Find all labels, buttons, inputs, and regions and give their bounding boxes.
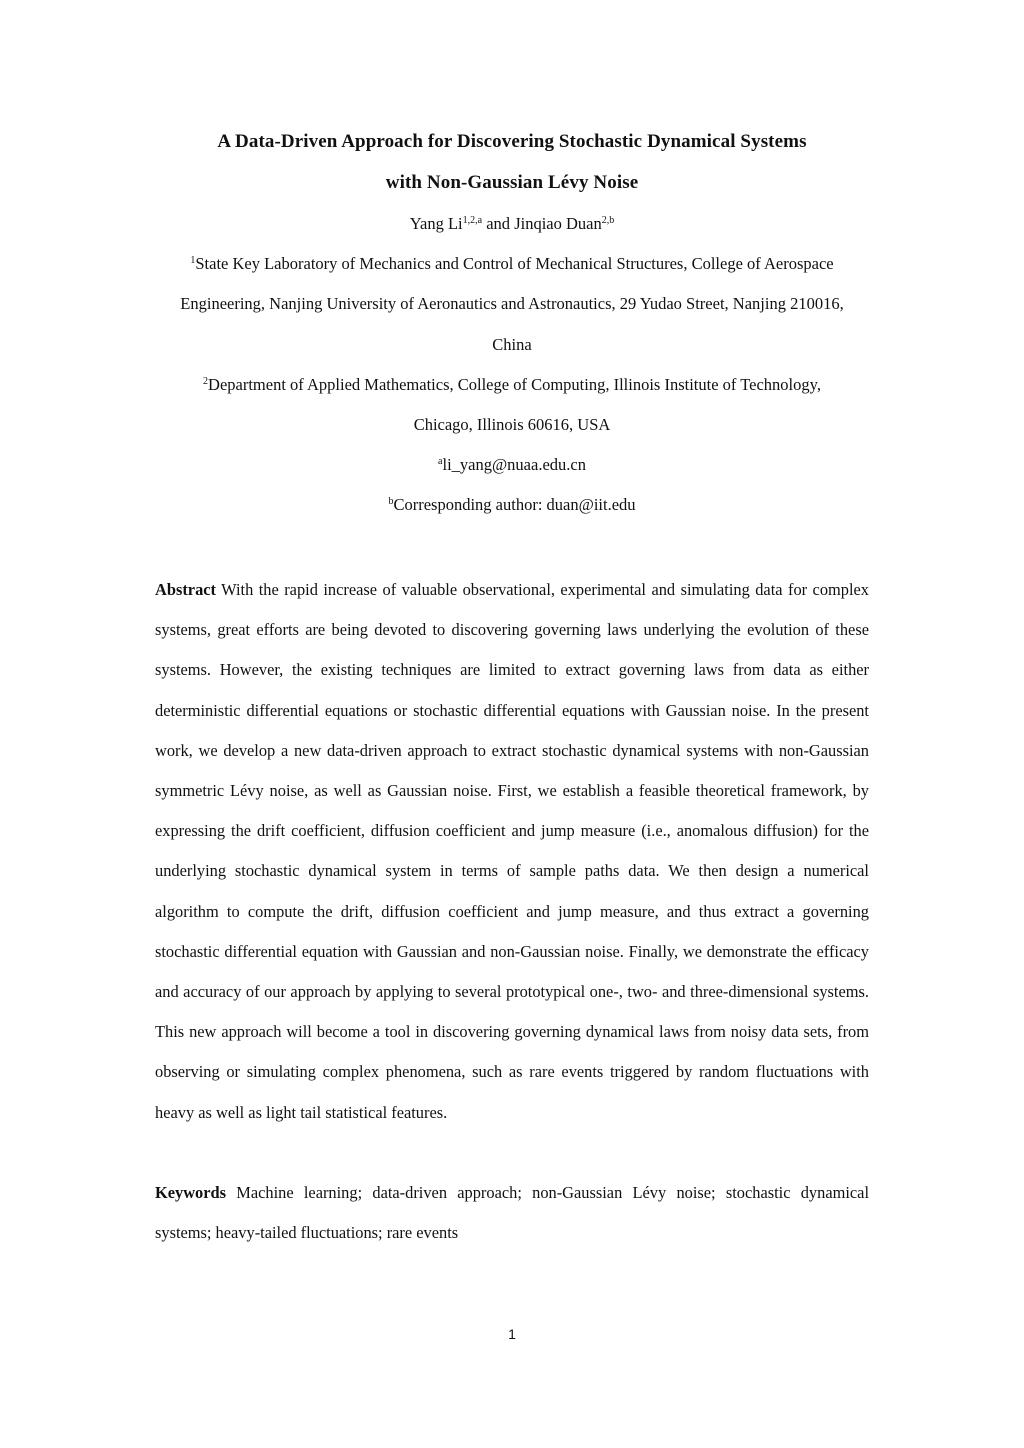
page-number: 1 (508, 1326, 516, 1342)
affiliation-2-text-1: Department of Applied Mathematics, College of Computing, Illinois Institute of Technology, (208, 375, 821, 394)
email-a-superscript: a (438, 456, 443, 467)
keywords-label: Keywords (155, 1183, 227, 1202)
author-list (0, 214, 1024, 234)
email-a-line (0, 455, 1024, 475)
author-1-superscript: 1,2,a (462, 215, 483, 226)
affiliation-1-superscript: 1 (190, 255, 196, 266)
affiliation-2-line-1 (0, 375, 1024, 395)
keywords-section (155, 1173, 869, 1253)
affiliation-2-line-2: Chicago, Illinois 60616, USA (413, 415, 611, 434)
affiliation-1-line-3: China (492, 335, 532, 354)
keywords-text: Machine learning; data-driven approach; non-Gaussian Lévy noise; stochastic dynamical systems; heavy-tailed fluctuations; rare events (155, 1183, 869, 1243)
abstract-text: With the rapid increase of valuable observational, experimental and simulating data for complex systems, great efforts are being devoted to discovering governing laws underlying the evolution of these systems. However, the existing techniques are limited to extract governing laws from data as either deterministic differential equations or stochastic differential equations with Gaussian noise. In the present work, we develop a new data-driven approach to extract stochastic dynamical systems with non-Gaussian symmetric Lévy noise, as well as Gaussian noise. First, we establish a feasible theoretical framework, by expressing the drift coefficient, diffusion coefficient and jump measure (i.e., anomalous diffusion) for the underlying stochastic dynamical system in terms of sample paths data. We then design a numerical algorithm to compute the drift, diffusion coefficient and jump measure, and thus extract a governing stochastic differential equation with Gaussian and non-Gaussian noise. Finally, we demonstrate the efficacy and accuracy of our approach by applying to several prototypical one-, two- and three-dimensional systems. This new approach will become a tool in discovering governing dynamical laws from noisy data sets, from observing or simulating complex phenomena, such as rare events triggered by random fluctuations with heavy as well as light tail statistical features. (155, 580, 869, 1122)
author-2-name: Jinqiao Duan (514, 214, 602, 233)
author-1-name: Yang Li (409, 214, 463, 233)
paper-title-line-2: with Non-Gaussian Lévy Noise (385, 172, 639, 193)
affiliation-1-text-1: State Key Laboratory of Mechanics and Control of Mechanical Structures, College of Aerospace (195, 254, 834, 273)
email-b-line (0, 495, 1024, 515)
corresponding-author-email: Corresponding author: duan@iit.edu (393, 495, 636, 514)
affiliation-1-line-2: Engineering, Nanjing University of Aeronautics and Astronautics, 29 Yudao Street, Nanjing 210016, (180, 294, 844, 313)
abstract-section (155, 570, 869, 1133)
email-b-superscript: b (388, 496, 394, 507)
author-2-superscript: 2,b (601, 215, 615, 226)
paper-title-line-1: A Data-Driven Approach for Discovering Stochastic Dynamical Systems (217, 131, 807, 152)
author-conjunction: and (482, 214, 515, 233)
affiliation-2-superscript: 2 (203, 376, 209, 387)
affiliation-1-line-1 (0, 254, 1024, 274)
abstract-label: Abstract (155, 580, 216, 599)
email-a-address: li_yang@nuaa.edu.cn (442, 455, 586, 474)
